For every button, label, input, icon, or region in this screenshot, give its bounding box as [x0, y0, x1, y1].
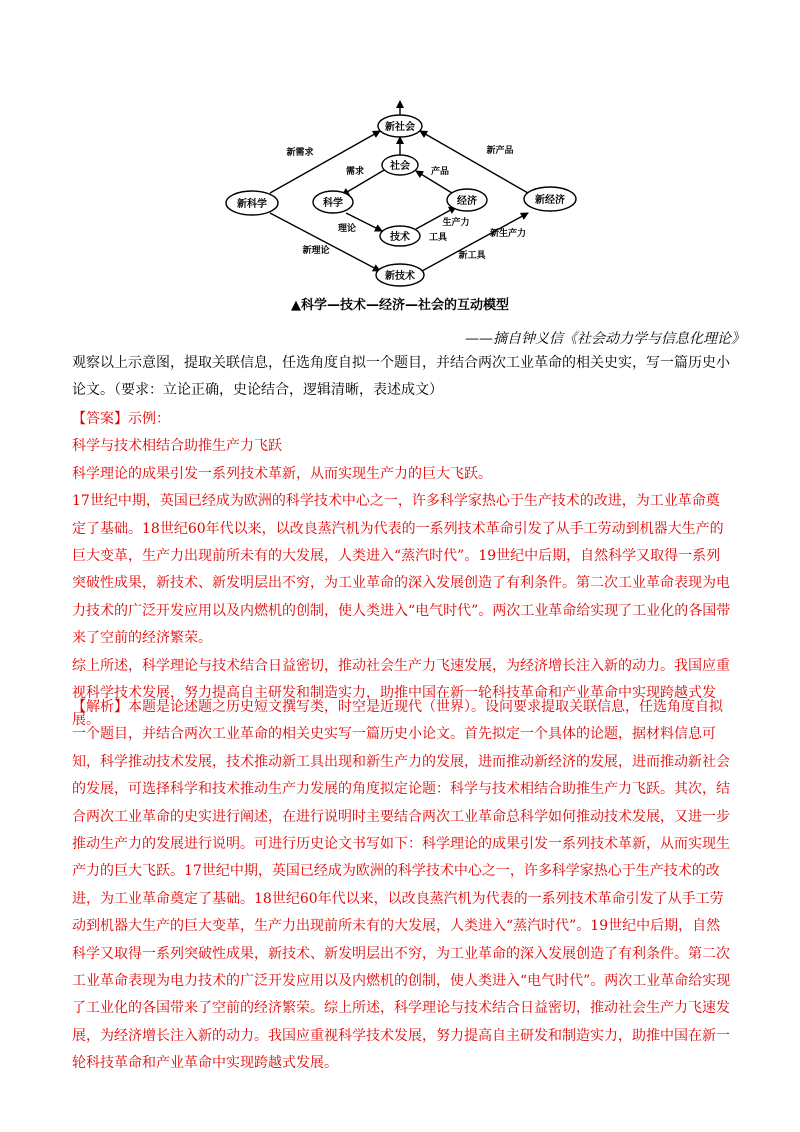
interaction-model-diagram [200, 95, 600, 295]
node-society [382, 155, 418, 175]
edge-new-science-to-new-society [270, 131, 380, 193]
svg-text:技术: 技术 [390, 232, 410, 243]
analysis-label: 【解析】 [72, 699, 128, 715]
label-productivity: 生产力 [442, 218, 470, 228]
node-new-technology [376, 264, 424, 286]
answer-label: 【答案】 [72, 411, 128, 427]
svg-text:科学: 科学 [323, 198, 343, 209]
label-new-tool: 新工具 [458, 251, 486, 261]
svg-text:新技术: 新技术 [385, 271, 415, 282]
question-paragraph: 观察以上示意图，提取关联信息，任选角度自拟一个题目，并结合两次工业革命的相关史实，写一篇历史小论文。（要求：立论正确，史论结合，逻辑清晰，表述成文） [72, 355, 730, 399]
node-new-economy [524, 187, 576, 211]
label-new-productivity: 新生产力 [489, 229, 527, 239]
svg-text:社会: 社会 [390, 161, 410, 172]
analysis-body: 本题是论述题之历史短文撰写类，时空是近现代（世界）。设问要求提取关联信息，任选角度自拟一个题目，并结合两次工业革命的相关史实写一篇历史小论文。首先拟定一个具体的论题，据材料信息可知，科学推动技术发展，技术推动新工具出现和新生产力的发展，进而推动新经济的发展，进而推动新社会的发展，可选择科学和技术推动生产力发展的角度拟定论题：科学与技术相结合助推生产力飞跃。其次，结合两次工业革命的史实进行阐述，在进行说明时主要结合两次工业革命总科学如何推动技术发展，又进一步推动生产力的发展进行说明。可进行历史论文书写如下：科学理论的成果引发一系列技术革新，从而实现生产力的巨大飞跃。17世纪中期，英国已经成为欧洲的科学技术中心之一，许多科学家热心于生产技术的改进，为工业革命奠定了基础。18世纪60年代以来，以改良蒸汽机为代表的一系列技术革命引发了从手工劳动到机器大生产的巨大变革，生产力出现前所未有的大发展，人类进入“蒸汽时代”。19世纪中后期，自然科学又取得一系列突破性成果，新技术、新发明层出不穷，为工业革命的深入发展创造了有利条件。第二次工业革命表现为电力技术的广泛开发应用以及内燃机的创制，使人类进入“电气时代”。两次工业革命给实现了工业化的各国带来了空前的经济繁荣。综上所述，科学理论与技术结合日益密切，推动社会生产力飞速发展，为经济增长注入新的动力。我国应重视科学技术发展，努力提高自主研发和制造实力，助推中国在新一轮科技革命和产业革命中实现跨越式发展。 [72, 699, 731, 1072]
question-text [72, 350, 732, 405]
label-new-theory: 新理论 [302, 246, 330, 256]
label-tool: 工具 [428, 233, 448, 243]
answer-section [72, 406, 732, 735]
node-science [313, 191, 353, 213]
label-new-demand: 新需求 [286, 148, 314, 158]
svg-text:新科学: 新科学 [237, 199, 267, 210]
diagram-caption: ▲科学—技术—经济—社会的互动模型 [291, 298, 509, 313]
answer-heading [72, 406, 732, 433]
answer-intro: 示例： [128, 411, 170, 427]
label-demand: 需求 [345, 167, 365, 177]
svg-text:经济: 经济 [457, 196, 477, 207]
essay-thesis: 科学理论的成果引发一系列技术革新，从而实现生产力的巨大飞跃。 [72, 465, 492, 482]
label-theory: 理论 [337, 224, 357, 234]
essay-conclusion: 综上所述，科学理论与技术结合日益密切，推动社会生产力飞速发展，为经济增长注入新的动力。我国应重视科学技术发展，努力提高自主研发和制造实力，助推中国在新一轮科技革命和产业革命中实现跨越式发展。 [72, 657, 730, 729]
node-new-science [226, 191, 278, 215]
source-citation: ——摘自钟义信《社会动力学与信息化理论》 [465, 331, 745, 347]
svg-text:新社会: 新社会 [385, 122, 415, 133]
analysis-section [72, 694, 732, 1078]
essay-body: 17世纪中期，英国已经成为欧洲的科学技术中心之一，许多科学家热心于生产技术的改进，为工业革命奠定了基础。18世纪60年代以来，以改良蒸汽机为代表的一系列技术革命引发了从手工劳动到机器大生产的巨大变革，生产力出现前所未有的大发展，人类进入“蒸汽时代”。19世纪中后期，自然科学又取得一系列突破性成果，新技术、新发明层出不穷，为工业革命的深入发展创造了有利条件。第二次工业革命表现为电力技术的广泛开发应用以及内燃机的创制，使人类进入“电气时代”。两次工业革命给实现了工业化的各国带来了空前的经济繁荣。 [72, 493, 731, 647]
node-economy [447, 189, 487, 211]
label-product: 产品 [430, 167, 450, 177]
node-new-society [378, 115, 422, 137]
node-technology [380, 226, 420, 246]
essay-title: 科学与技术相结合助推生产力飞跃 [72, 438, 282, 455]
label-new-product: 新产品 [486, 146, 514, 156]
analysis-paragraph [72, 694, 732, 1078]
svg-text:新经济: 新经济 [535, 195, 565, 206]
